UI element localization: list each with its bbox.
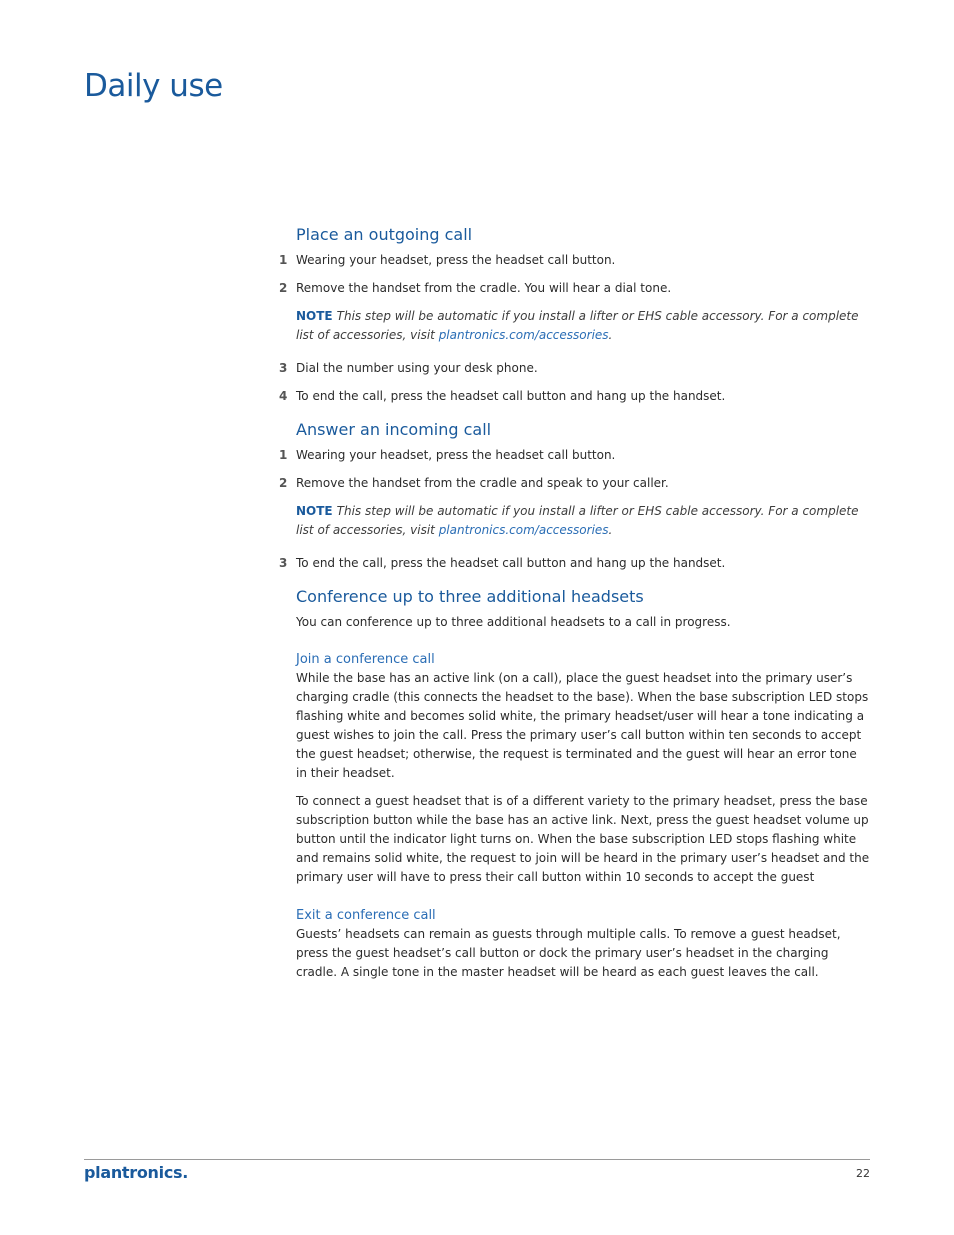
subsection-join-conference <box>296 650 870 887</box>
page-title: Daily use <box>84 68 223 104</box>
step-text: Remove the handset from the cradle and speak to your caller. <box>296 476 669 490</box>
section-heading: Place an outgoing call <box>296 225 473 244</box>
section-heading: Answer an incoming call <box>296 420 492 439</box>
paragraph: While the base has an active link (on a call), place the guest headset into the primary user’s charging cradle (this connects the headset to the base). When the base subscription LED stops flashing white and becomes solid white, the primary headset/user will hear a tone indicating a guest wishes to join the call. Press the primary user’s call button within ten seconds to accept the guest headset; otherwise, the request is terminated and the guest will hear an error tone in their headset. <box>296 671 869 780</box>
accessories-link[interactable]: plantronics.com/accessories <box>438 328 609 342</box>
step-text: To end the call, press the headset call button and hang up the handset. <box>296 556 726 570</box>
note-label: NOTE <box>296 309 333 323</box>
note-text: This step will be automatic if you install a lifter or EHS cable accessory. For a complete list of accessories, visit <box>296 504 859 537</box>
step-number: 2 <box>279 476 288 490</box>
step-item <box>279 474 870 493</box>
section-conference <box>296 586 870 982</box>
note-text: This step will be automatic if you install a lifter or EHS cable accessory. For a complete list of accessories, visit <box>296 309 859 342</box>
step-item <box>279 446 870 465</box>
paragraph: Guests’ headsets can remain as guests through multiple calls. To remove a guest headset, press the guest headset’s call button or dock the primary user’s headset in the charging cradle. A single tone in the master headset will be heard as each guest leaves the call. <box>296 927 841 979</box>
step-text: Dial the number using your desk phone. <box>296 361 538 375</box>
step-item <box>279 251 870 270</box>
step-text: Wearing your headset, press the headset call button. <box>296 253 616 267</box>
step-text: Wearing your headset, press the headset call button. <box>296 448 616 462</box>
main-content <box>279 224 870 991</box>
note-label: NOTE <box>296 504 333 518</box>
step-text: To end the call, press the headset call button and hang up the handset. <box>296 389 726 403</box>
step-number: 3 <box>279 556 288 570</box>
section-intro: You can conference up to three additional headsets to a call in progress. <box>296 615 731 629</box>
step-text: Remove the handset from the cradle. You will hear a dial tone. <box>296 281 672 295</box>
subsection-exit-conference <box>296 906 870 982</box>
note-block <box>296 307 870 345</box>
section-outgoing-call <box>279 224 870 406</box>
step-item <box>279 359 870 378</box>
step-number: 1 <box>279 253 288 267</box>
subsection-heading: Join a conference call <box>296 652 435 667</box>
footer-divider <box>84 1159 870 1160</box>
paragraph: To connect a guest headset that is of a different variety to the primary headset, press the base subscription button while the base has an active link. Next, press the guest headset volume up button until the indicator light turns on. When the base subscription LED stops flashing white and remains solid white, the request to join will be heard in the primary user’s headset and the primary user will have to press their call button within 10 seconds to accept the guest <box>296 794 870 884</box>
section-incoming-call <box>279 419 870 573</box>
page-number: 22 <box>856 1167 870 1180</box>
step-item <box>279 387 870 406</box>
note-end: . <box>608 328 613 342</box>
step-item <box>279 554 870 573</box>
note-end: . <box>608 523 613 537</box>
step-number: 3 <box>279 361 288 375</box>
subsection-heading: Exit a conference call <box>296 908 436 923</box>
accessories-link[interactable]: plantronics.com/accessories <box>438 523 609 537</box>
step-item <box>279 279 870 298</box>
section-heading: Conference up to three additional headsets <box>296 587 644 606</box>
note-block <box>296 502 870 540</box>
step-number: 4 <box>279 389 288 403</box>
step-number: 1 <box>279 448 288 462</box>
step-number: 2 <box>279 281 288 295</box>
plantronics-logo: plantronics. <box>84 1163 189 1182</box>
